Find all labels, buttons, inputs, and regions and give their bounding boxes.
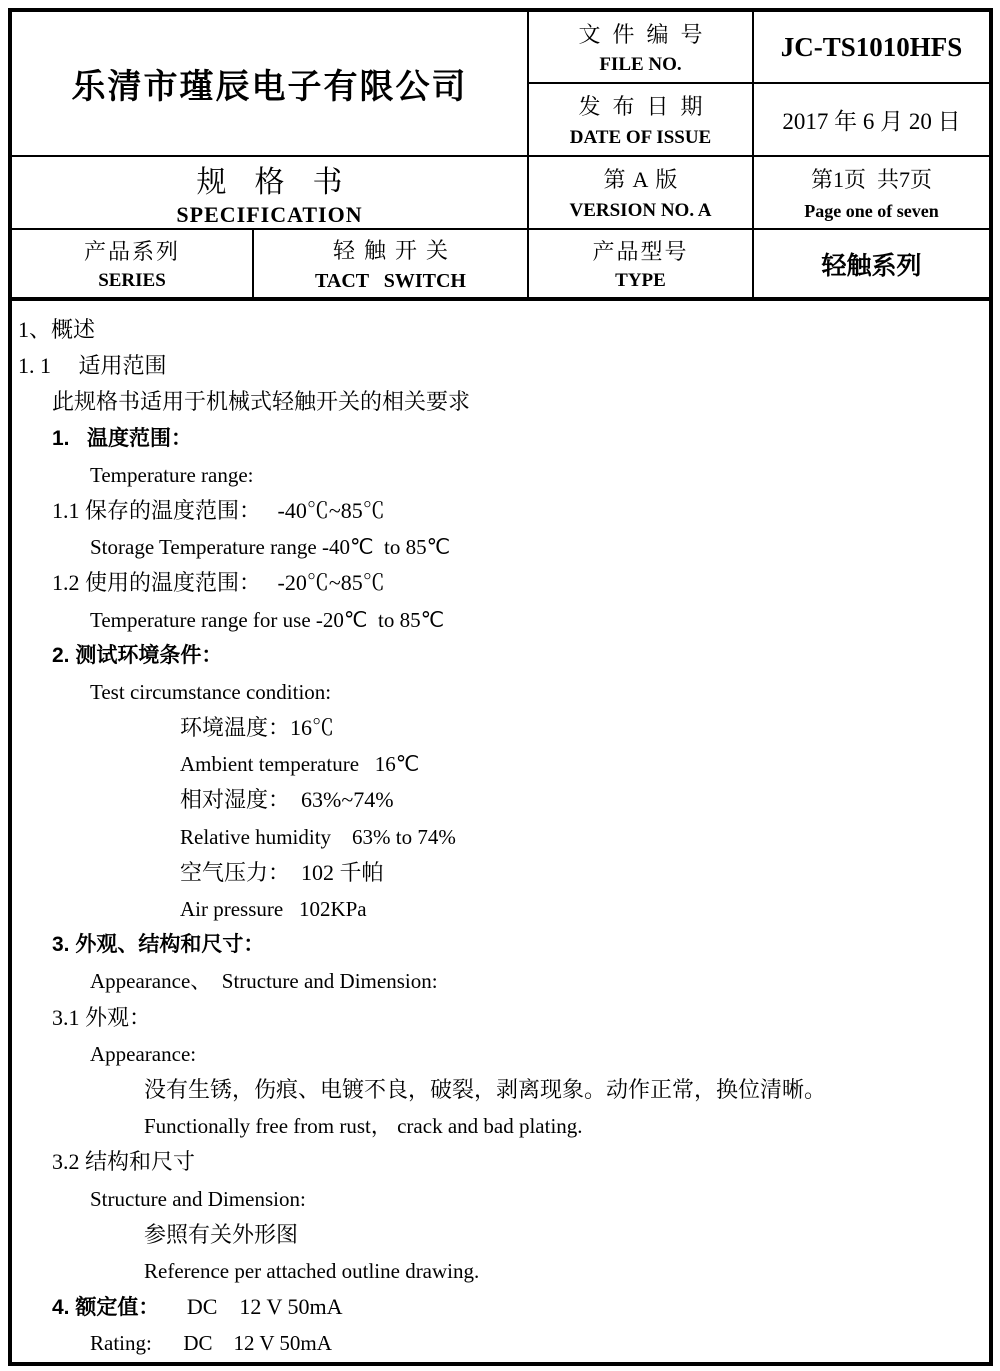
company-name: 乐清市瑾辰电子有限公司 [71, 69, 468, 106]
date-of-issue-label-en: DATE OF ISSUE [569, 127, 712, 148]
version-cell [527, 155, 752, 228]
line-appearance-heading-en: Appearance、 Structure and Dimension: [90, 969, 438, 994]
date-of-issue-label-zh: 发布日期 [578, 94, 715, 119]
type-value-cell [752, 228, 989, 297]
series-value-zh: 轻触开关 [332, 238, 457, 264]
date-of-issue-value-cell [752, 82, 989, 155]
line-ambient-temp-en: Ambient temperature 16℃ [180, 752, 420, 777]
series-label-cell [12, 228, 252, 297]
file-no-value: JC-TS1010HFS [780, 31, 963, 62]
line-appearance-desc-en: Functionally free from rust， crack and bad plating. [144, 1114, 583, 1139]
line-use-temp-zh: 1.2 使用的温度范围： -20℃~85℃ [52, 570, 385, 596]
line-test-condition-heading-zh: 2. 测试环境条件： [52, 643, 223, 667]
rating-value-zh: DC 12 V 50mA [159, 1294, 343, 1320]
header-table [12, 12, 989, 301]
page-number-cell [752, 155, 989, 228]
line-test-condition-heading-en: Test circumstance condition: [90, 679, 332, 704]
type-value: 轻触系列 [821, 251, 922, 280]
file-no-cell [527, 12, 752, 82]
line-temp-range-heading-zh: 1. 温度范围： [52, 426, 193, 450]
line-rating-zh [12, 1289, 989, 1325]
line-structure-ref-en: Reference per attached outline drawing. [144, 1258, 480, 1283]
spec-title-en: SPECIFICATION [176, 201, 363, 227]
line-structure-ref-zh: 参照有关外形图 [144, 1221, 299, 1247]
line-storage-temp-zh: 1.1 保存的温度范围： -40℃~85℃ [52, 497, 385, 523]
line-structure-sub-en: Structure and Dimension: [90, 1186, 306, 1211]
line-appearance-desc-zh: 没有生锈，伤痕、电镀不良，破裂，剥离现象。动作正常，换位清晰。 [144, 1076, 827, 1102]
line-structure-sub-zh: 3.2 结构和尺寸 [52, 1149, 196, 1175]
series-label-zh: 产品系列 [83, 238, 180, 264]
line-use-temp-en: Temperature range for use -20℃ to 85℃ [90, 607, 445, 632]
type-label-cell [527, 228, 752, 297]
page-number-en: Page one of seven [804, 200, 939, 221]
line-appearance-heading-zh: 3. 外观、结构和尺寸： [52, 933, 265, 957]
line-scope-text: 此规格书适用于机械式轻触开关的相关要求 [52, 389, 471, 415]
line-humidity-en: Relative humidity 63% to 74% [180, 824, 456, 849]
version-zh: 第A版 [603, 167, 685, 192]
series-value-cell [252, 228, 527, 297]
series-value-en: TACT SWITCH [315, 269, 466, 292]
document-body [12, 301, 989, 1361]
type-label-en: TYPE [615, 270, 666, 292]
rating-label-zh: 4. 额定值： [52, 1296, 160, 1320]
series-label-en: SERIES [98, 270, 166, 292]
type-label-zh: 产品型号 [592, 238, 689, 264]
spec-title-cell [12, 155, 527, 228]
date-of-issue-cell [527, 82, 752, 155]
file-no-value-cell [752, 12, 989, 82]
line-storage-temp-en: Storage Temperature range -40℃ to 85℃ [90, 535, 451, 560]
line-humidity-zh: 相对湿度： 63%~74% [180, 787, 394, 813]
version-en: VERSION NO. A [569, 200, 712, 221]
line-appearance-sub-en: Appearance: [90, 1041, 197, 1066]
page-number-zh: 第1页 共7页 [810, 167, 932, 193]
line-air-pressure-zh: 空气压力： 102 千帕 [180, 859, 384, 885]
line-ambient-temp-zh: 环境温度：16℃ [180, 715, 335, 741]
file-no-label-en: FILE NO. [599, 54, 682, 76]
spec-title-zh: 规格书 [196, 166, 371, 200]
spec-document-page [8, 8, 993, 1366]
date-of-issue-value: 2017 年 6 月 20 日 [782, 109, 961, 134]
line-temp-range-heading-en: Temperature range: [90, 462, 254, 487]
line-overview-heading: 1、概述 [18, 317, 96, 342]
line-air-pressure-en: Air pressure 102KPa [180, 897, 367, 921]
line-scope-heading: 1. 1 适用范围 [18, 353, 167, 379]
line-appearance-sub-zh: 3.1 外观： [52, 1004, 152, 1030]
file-no-label-zh: 文件编号 [578, 21, 715, 47]
line-rating-en: Rating: DC 12 V 50mA [90, 1331, 332, 1356]
